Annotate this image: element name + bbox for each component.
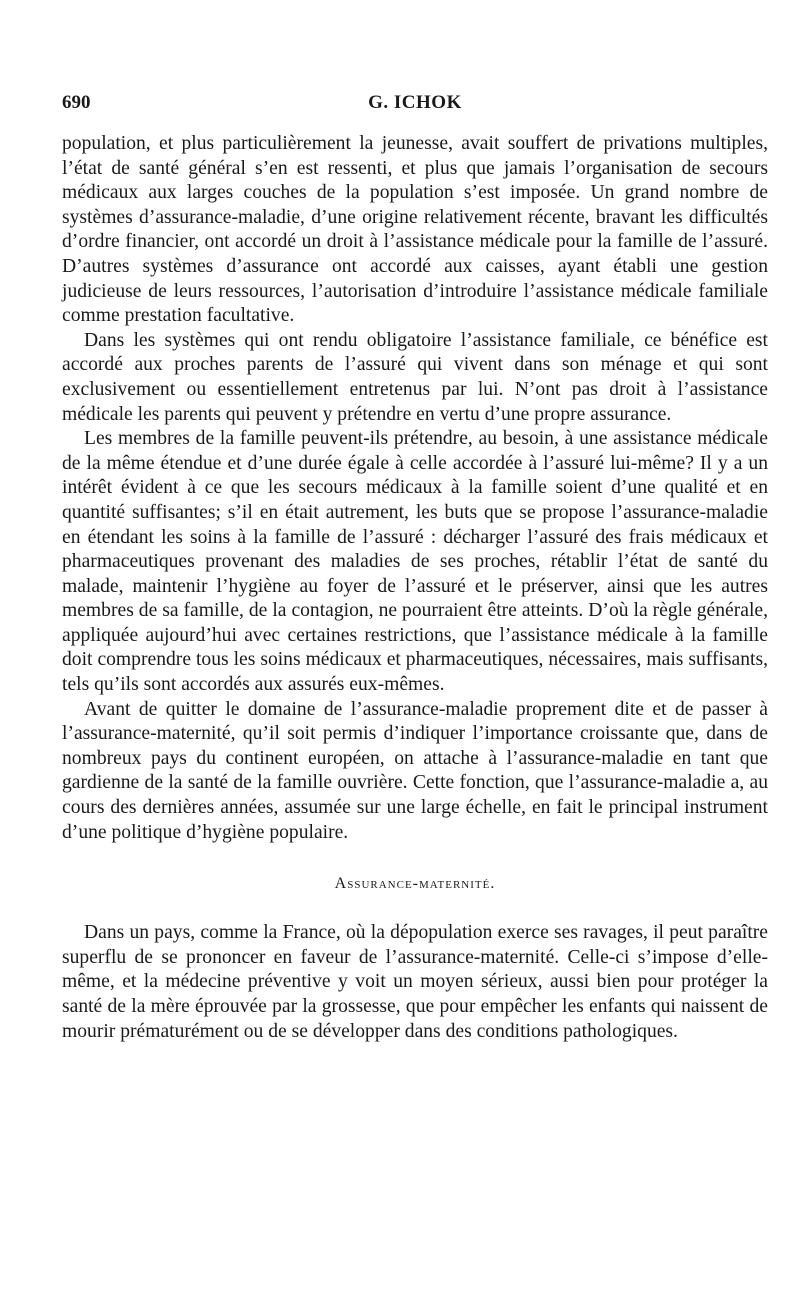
paragraph-3: Les membres de la famille peuvent-ils prétendre, au besoin, à une assistance médicale de la même étendue et d’une durée égale à celle accordée à l’assuré lui-même? Il y a un intérêt évident à ce que les secours médicaux à la famille soient d’une qualité et en quantité suffisantes; s’il en était autrement, les buts que se propose l’assurance-maladie en étendant les soins à la famille de l’assuré : décharger l’assuré des frais médicaux et pharmaceutiques provenant des maladies de ses proches, rétablir l’état de santé du malade, maintenir l’hygiène au foyer de l’assuré et le préserver, ainsi que les autres membres de sa famille, de la contagion, ne pourraient être atteints. D’où la règle générale, appliquée aujourd’hui avec certaines restrictions, que l’assistance médicale à la famille doit comprendre tous les soins médicaux et pharmaceutiques, nécessaires, mais suffisants, tels qu’ils sont accordés aux assurés eux-mêmes. [62,428,768,696]
section-heading: Assurance-maternité. [334,875,496,893]
page-header [62,92,768,132]
book-page [62,92,768,1044]
paragraph-2: Dans les systèmes qui ont rendu obligatoire l’assistance familiale, ce bénéfice est accordé aux proches parents de l’assuré qui vivent dans son ménage et qui sont exclusivement ou essentiellement entretenus par lui. N’ont pas droit à l’assistance médicale les parents qui peuvent y prétendre en vertu d’une propre assurance. [62,329,768,425]
page-number: 690 [62,92,91,113]
paragraph-4: Avant de quitter le domaine de l’assurance-maladie proprement dite et de passer à l’assurance-maternité, qu’il soit permis d’indiquer l’importance croissante que, dans de nombreux pays du continent européen, on attache à l’assurance-maladie en tant que gardienne de la santé de la famille ouvrière. Cette fonction, que l’assurance-maladie a, au cours des dernières années, assumée sur une large échelle, en fait le principal instrument d’une politique d’hygiène populaire. [62,698,768,843]
section-paragraph-1: Dans un pays, comme la France, où la dépopulation exerce ses ravages, il peut paraître superflu de se prononcer en faveur de l’assurance-maternité. Celle-ci s’impose d’elle-même, et la médecine préventive y voit un moyen sérieux, aussi bien pour protéger la santé de la mère éprouvée par la grossesse, que pour empêcher les enfants qui naissent de mourir prématurément ou de se développer dans des conditions pathologiques. [62,922,768,1042]
running-title: G. ICHOK [368,92,462,113]
main-text [62,132,768,845]
paragraph-1: population, et plus particulièrement la jeunesse, avait souffert de privations multiples, l’état de santé général s’en est ressenti, et plus que jamais l’organisation de secours médicaux aux larges couches de la population s’est imposée. Un grand nombre de systèmes d’assurance-maladie, d’une origine relativement récente, bravant les difficultés d’ordre financier, ont accordé un droit à l’assistance médicale pour la famille de l’assuré. D’autres systèmes d’assurance ont accordé aux caisses, ayant établi une gestion judicieuse de leurs ressources, l’autorisation d’introduire l’assistance médicale familiale comme prestation facultative. [62,133,768,327]
section-text [62,921,768,1044]
